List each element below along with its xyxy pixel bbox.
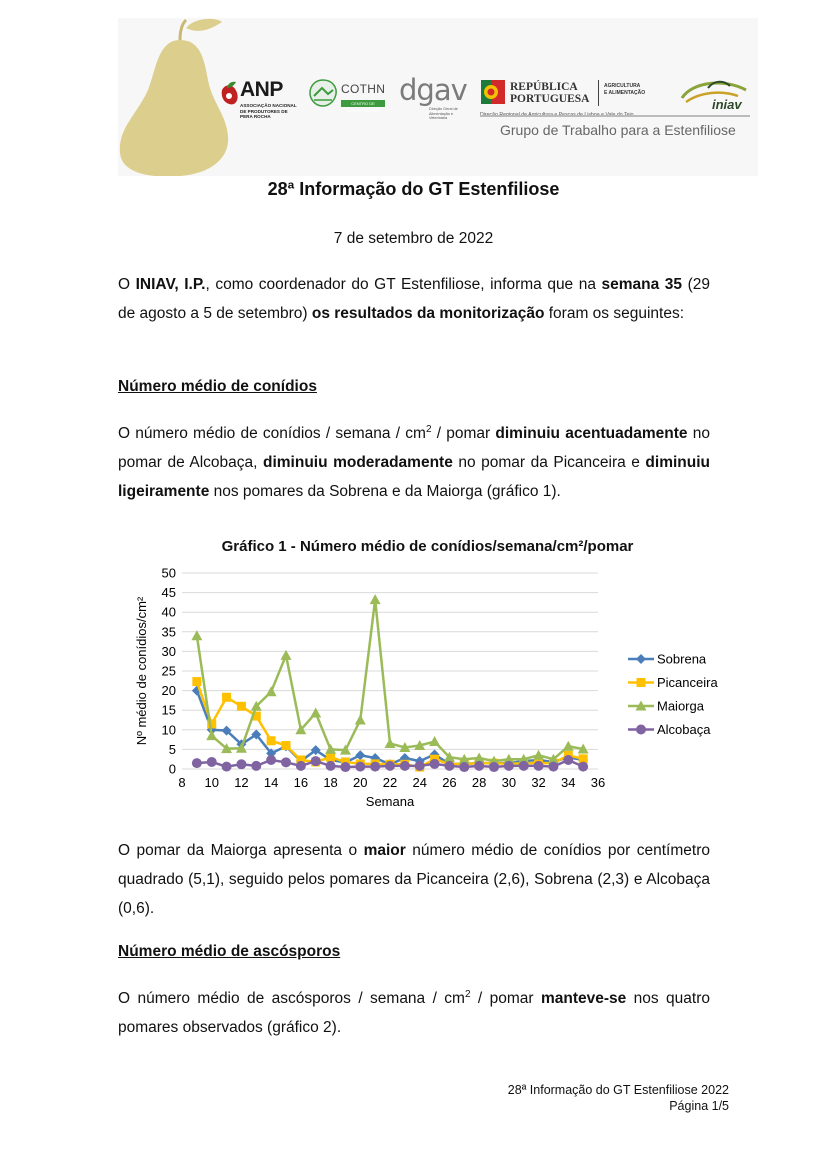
- data-point-alcobaca: [444, 761, 454, 771]
- ministry-line1: AGRICULTURA: [604, 83, 641, 89]
- data-point-alcobaca: [400, 761, 410, 771]
- cothn-logo: [308, 78, 388, 118]
- republica-portuguesa-logo: [480, 78, 680, 128]
- paragraph-text: / pomar: [470, 990, 541, 1007]
- y-tick-label: 25: [161, 663, 176, 679]
- anp-emblem-icon: [218, 80, 240, 106]
- logo-divider: [598, 80, 599, 106]
- republica-line1: REPÚBLICA: [510, 81, 578, 93]
- ministry-line2: E ALIMENTAÇÃO: [604, 89, 646, 96]
- legend-label-maiorga: Maiorga: [657, 698, 704, 714]
- data-point-maiorga: [429, 736, 440, 746]
- x-tick-label: 26: [442, 775, 457, 790]
- data-point-picanceira: [282, 741, 291, 750]
- y-tick-label: 15: [161, 702, 176, 718]
- x-tick-label: 8: [178, 775, 186, 790]
- data-point-maiorga: [355, 715, 366, 725]
- data-point-alcobaca: [474, 761, 484, 771]
- data-point-alcobaca: [415, 761, 425, 771]
- data-point-alcobaca: [578, 762, 588, 772]
- y-tick-label: 30: [161, 643, 176, 659]
- intro-bold-org: INIAV, I.P.: [135, 276, 206, 293]
- paragraph-text: O número médio de ascósporos / semana / cm: [118, 990, 465, 1007]
- paragraph-text: O número médio de conídios / semana / cm: [118, 425, 426, 442]
- footer-document-name: 28ª Informação do GT Estenfiliose 2022: [507, 1083, 729, 1097]
- data-point-picanceira: [326, 753, 335, 762]
- x-tick-label: 18: [323, 775, 338, 790]
- y-tick-label: 10: [161, 722, 176, 738]
- page-footer: [508, 1083, 729, 1114]
- y-tick-label: 45: [161, 585, 176, 601]
- section-heading-conidia: Número médio de conídios: [118, 378, 317, 395]
- intro-text: O: [118, 276, 136, 293]
- data-point-maiorga: [385, 738, 396, 748]
- x-tick-label: 30: [501, 775, 517, 790]
- ascospores-paragraph: [118, 985, 710, 1043]
- x-tick-label: 36: [590, 775, 606, 790]
- paragraph-text: nos pomares da Sobrena e da Maiorga (gráfico 1).: [209, 482, 561, 500]
- paragraph-text: no pomar da Picanceira e: [452, 453, 646, 471]
- data-point-sobrena: [355, 750, 365, 760]
- x-tick-label: 28: [471, 775, 487, 790]
- data-point-maiorga: [266, 686, 277, 696]
- data-point-picanceira: [192, 677, 201, 686]
- intro-bold-results: os resultados da monitorização: [311, 304, 545, 322]
- cothn-emblem-icon: [308, 78, 338, 108]
- data-point-alcobaca: [370, 762, 380, 772]
- paragraph-text: O pomar da Maiorga apresenta o: [118, 842, 364, 859]
- republica-title: [510, 81, 589, 105]
- x-tick-label: 32: [531, 775, 546, 790]
- iniav-logo: [678, 74, 753, 124]
- superscript: 2: [464, 989, 471, 1000]
- legend-label-picanceira: Picanceira: [657, 675, 718, 690]
- x-tick-label: 34: [561, 775, 576, 790]
- paragraph-text: / pomar: [431, 425, 496, 442]
- data-point-alcobaca: [548, 762, 558, 772]
- paragraph-text: nos quatro pomares observados (gráfico 2).: [118, 990, 711, 1036]
- dgav-logo-subtitle: Direção Geral de Alimentação e Veterinária: [429, 107, 458, 121]
- x-tick-label: 22: [382, 775, 398, 790]
- data-point-picanceira: [237, 702, 246, 711]
- conidia-paragraph: [118, 420, 710, 506]
- cothn-logo-subtitle: CENTRO DE COMPETÊNCIAS: [341, 100, 385, 107]
- intro-text: (29 de agosto a 5 de setembro): [118, 276, 711, 322]
- y-tick-label: 40: [161, 604, 176, 620]
- anp-logo-subtitle: ASSOCIAÇÃO NACIONAL DE PRODUTORES DE PERA ROCHA: [240, 103, 297, 119]
- x-axis-label: Semana: [365, 794, 415, 809]
- y-tick-label: 50: [161, 565, 176, 581]
- superscript: 2: [425, 424, 432, 435]
- legend-label-alcobaca: Alcobaça: [657, 722, 711, 737]
- y-tick-label: 20: [161, 683, 176, 699]
- data-point-alcobaca: [236, 759, 246, 769]
- data-point-picanceira: [222, 693, 231, 702]
- paragraph-text: no pomar de Alcobaça,: [118, 425, 710, 471]
- legend-marker-alcobaca: [636, 725, 646, 735]
- data-point-alcobaca: [207, 757, 217, 767]
- data-point-alcobaca: [385, 761, 395, 771]
- portugal-emblem-icon: [480, 78, 506, 106]
- data-point-alcobaca: [519, 761, 529, 771]
- x-tick-label: 24: [412, 775, 427, 790]
- data-point-maiorga: [310, 707, 321, 717]
- dgav-logo-text: dgav: [399, 73, 467, 107]
- data-point-alcobaca: [311, 756, 321, 766]
- x-tick-label: 14: [263, 775, 279, 790]
- intro-text: , como coordenador do GT Estenfiliose, informa que na: [205, 276, 602, 293]
- data-point-alcobaca: [355, 762, 365, 772]
- y-axis-label: Nº médio de conídios/cm²: [134, 596, 149, 746]
- data-point-maiorga: [370, 594, 381, 604]
- data-point-alcobaca: [281, 757, 291, 767]
- section-heading-ascospores: Número médio de ascósporos: [118, 943, 341, 960]
- x-tick-label: 16: [293, 775, 309, 790]
- ministry-label: [604, 83, 645, 96]
- bold-text: diminuiu ligeiramente: [118, 453, 710, 500]
- republica-line2: PORTUGUESA: [510, 93, 590, 105]
- ranking-paragraph: [118, 837, 710, 923]
- chart-title: Gráfico 1 - Número médio de conídios/semana/cm²/pomar: [221, 538, 634, 555]
- bold-text: maior: [363, 842, 406, 859]
- footer-page-number: Página 1/5: [669, 1098, 729, 1113]
- x-tick-label: 10: [204, 775, 219, 790]
- dgav-logo: [399, 73, 469, 125]
- data-point-alcobaca: [266, 755, 276, 765]
- data-point-alcobaca: [563, 755, 573, 765]
- data-point-alcobaca: [251, 761, 261, 771]
- y-tick-label: 0: [168, 761, 176, 777]
- intro-paragraph: [118, 271, 710, 329]
- data-point-alcobaca: [459, 762, 469, 772]
- series-line-picanceira: [197, 682, 583, 767]
- data-point-alcobaca: [430, 759, 440, 769]
- header-divider: [480, 115, 750, 117]
- document-title: 28ª Informação do GT Estenfiliose: [267, 179, 560, 199]
- y-tick-label: 35: [161, 624, 176, 640]
- anp-logo: [218, 76, 296, 126]
- data-point-picanceira: [267, 736, 276, 745]
- conidia-line-chart: [130, 562, 730, 820]
- data-point-alcobaca: [296, 761, 306, 771]
- cothn-logo-text: COTHN: [341, 82, 386, 96]
- legend-marker-picanceira: [637, 678, 646, 687]
- anp-logo-text: ANP: [240, 78, 283, 101]
- header-banner: [118, 18, 758, 176]
- data-point-maiorga: [533, 750, 544, 760]
- bold-text: diminuiu moderadamente: [262, 453, 453, 471]
- legend-label-sobrena: Sobrena: [657, 651, 707, 667]
- data-point-maiorga: [206, 730, 217, 740]
- iniav-logo-text: iniav: [712, 97, 742, 112]
- x-tick-label: 12: [234, 775, 249, 790]
- legend-marker-sobrena: [636, 654, 646, 664]
- intro-text: foram os seguintes:: [544, 304, 685, 322]
- data-point-alcobaca: [489, 762, 499, 772]
- data-point-alcobaca: [340, 762, 350, 772]
- bold-text: diminuiu acentuadamente: [495, 425, 688, 442]
- data-point-alcobaca: [534, 761, 544, 771]
- intro-bold-week: semana 35: [601, 276, 683, 293]
- paragraph-text: número médio de conídios por centímetro quadrado (5,1), seguido pelos pomares da Picanceira (2,6), Sobrena (2,3) e Alcobaça (0,6).: [118, 842, 710, 917]
- working-group-name: Grupo de Trabalho para a Estenfiliose: [500, 122, 736, 138]
- data-point-alcobaca: [192, 758, 202, 768]
- data-point-alcobaca: [222, 762, 232, 772]
- document-date: 7 de setembro de 2022: [333, 230, 494, 247]
- y-tick-label: 5: [168, 741, 176, 757]
- data-point-alcobaca: [326, 761, 336, 771]
- series-line-sobrena: [197, 691, 583, 765]
- data-point-alcobaca: [504, 761, 514, 771]
- x-tick-label: 20: [353, 775, 368, 790]
- bold-text: manteve-se: [540, 990, 627, 1007]
